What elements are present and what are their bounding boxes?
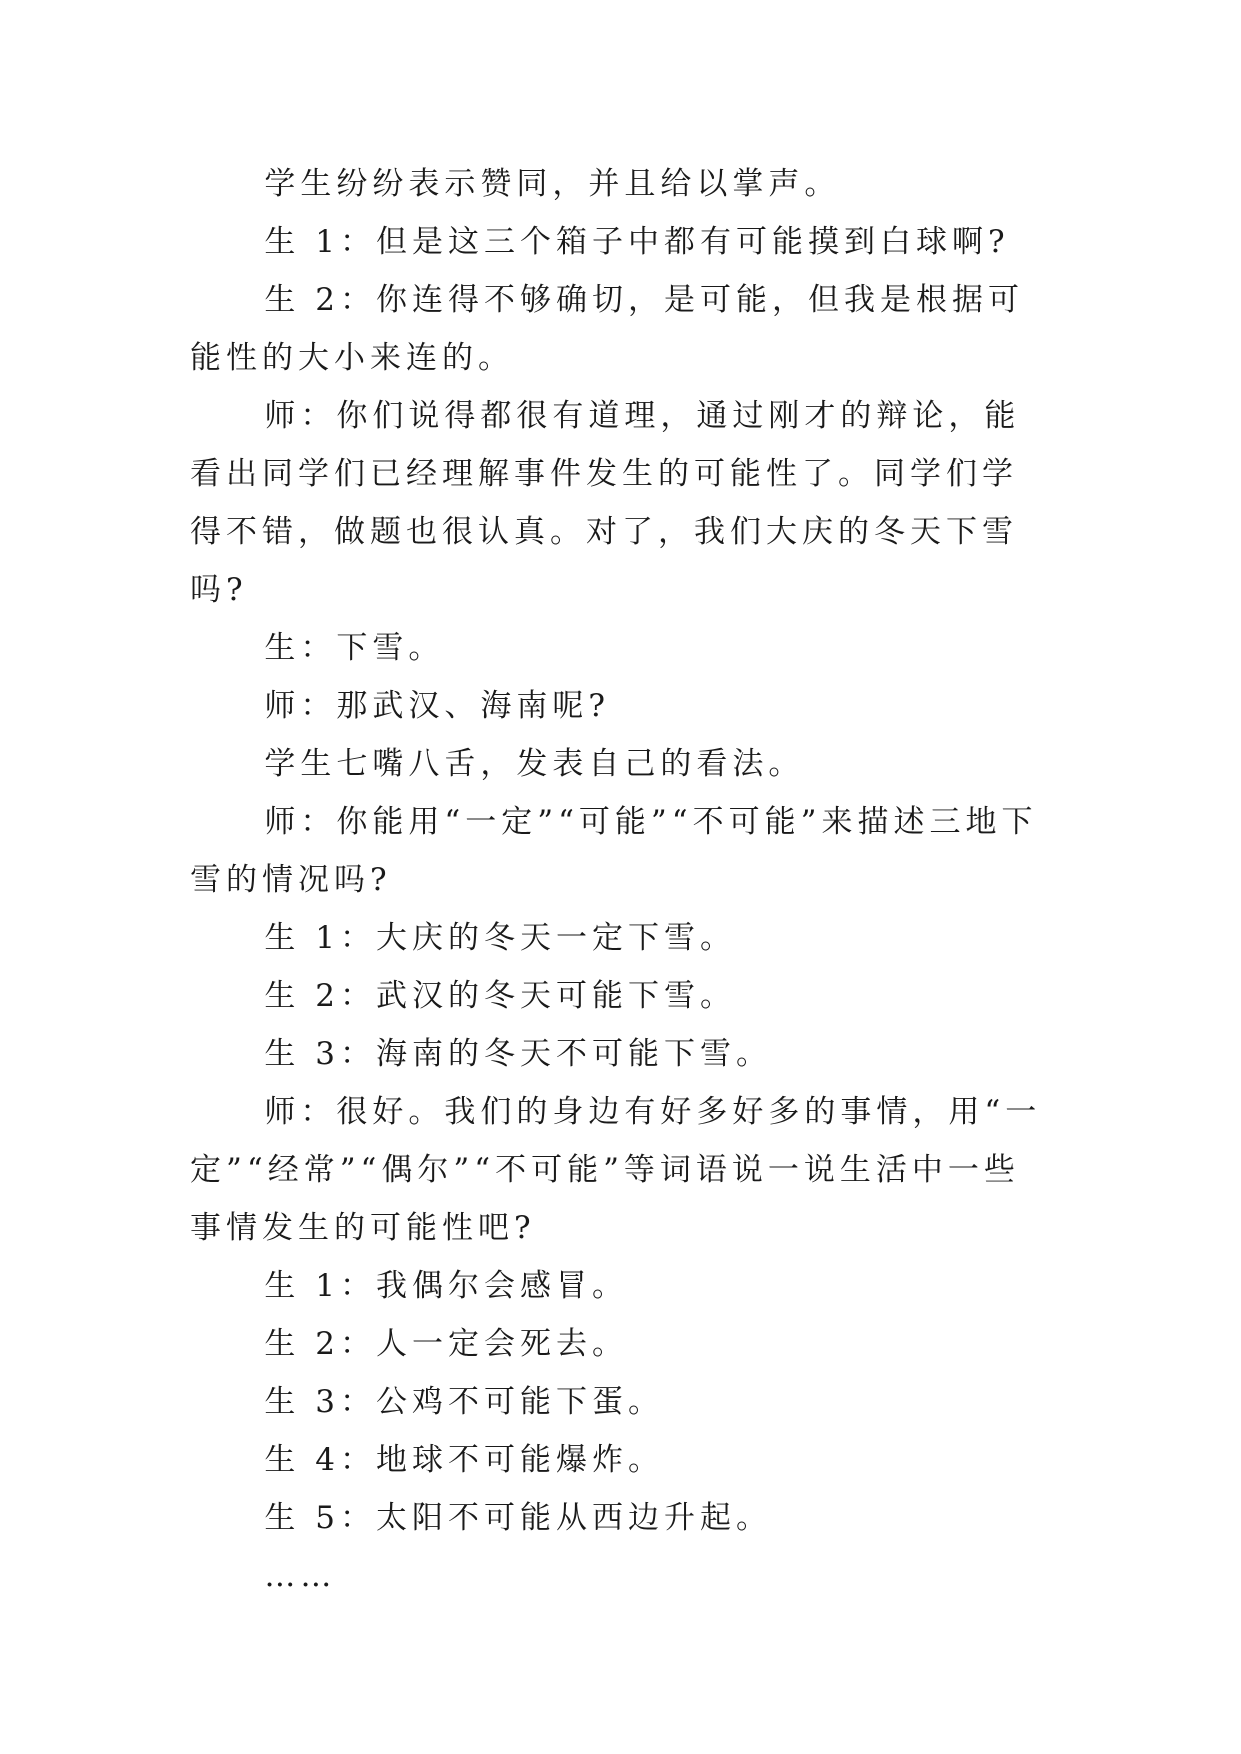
paragraph-teacher-wuhan-hainan: 师：那武汉、海南呢? <box>264 688 611 724</box>
paragraph-student1-white-ball: 生 1：但是这三个箱子中都有可能摸到白球啊? <box>264 224 1010 260</box>
paragraph-ellipsis: …… <box>264 1558 337 1594</box>
paragraph-student3-rooster: 生 3：公鸡不可能下蛋。 <box>264 1384 664 1420</box>
document-body <box>190 155 1052 1605</box>
paragraph-student1-cold: 生 1：我偶尔会感冒。 <box>264 1268 628 1304</box>
paragraph-student5-sun: 生 5：太阳不可能从西边升起。 <box>264 1500 772 1536</box>
paragraph-teacher-snow-question: 师：你们说得都很有道理，通过刚才的辩论，能看出同学们已经理解事件发生的可能性了。同学们学得不错，做题也很认真。对了，我们大庆的冬天下雪吗? <box>190 398 1021 608</box>
paragraph-student1-daqing: 生 1：大庆的冬天一定下雪。 <box>264 920 736 956</box>
paragraph-student2-likelihood: 生 2：你连得不够确切，是可能，但我是根据可能性的大小来连的。 <box>190 282 1024 376</box>
paragraph-student-snow: 生：下雪。 <box>264 630 445 666</box>
paragraph-applause: 学生纷纷表示赞同，并且给以掌声。 <box>264 166 841 202</box>
paragraph-student4-earth: 生 4：地球不可能爆炸。 <box>264 1442 664 1478</box>
paragraph-teacher-describe: 师：你能用“一定”“可能”“不可能”来描述三地下雪的情况吗? <box>190 804 1038 898</box>
paragraph-student2-wuhan: 生 2：武汉的冬天可能下雪。 <box>264 978 736 1014</box>
paragraph-students-opinions: 学生七嘴八舌，发表自己的看法。 <box>264 746 805 782</box>
paragraph-teacher-life-events: 师：很好。我们的身边有好多好多的事情，用“一定”“经常”“偶尔”“不可能”等词语说一说生活中一些事情发生的可能性吧? <box>190 1094 1042 1246</box>
paragraph-student2-death: 生 2：人一定会死去。 <box>264 1326 628 1362</box>
paragraph-student3-hainan: 生 3：海南的冬天不可能下雪。 <box>264 1036 772 1072</box>
